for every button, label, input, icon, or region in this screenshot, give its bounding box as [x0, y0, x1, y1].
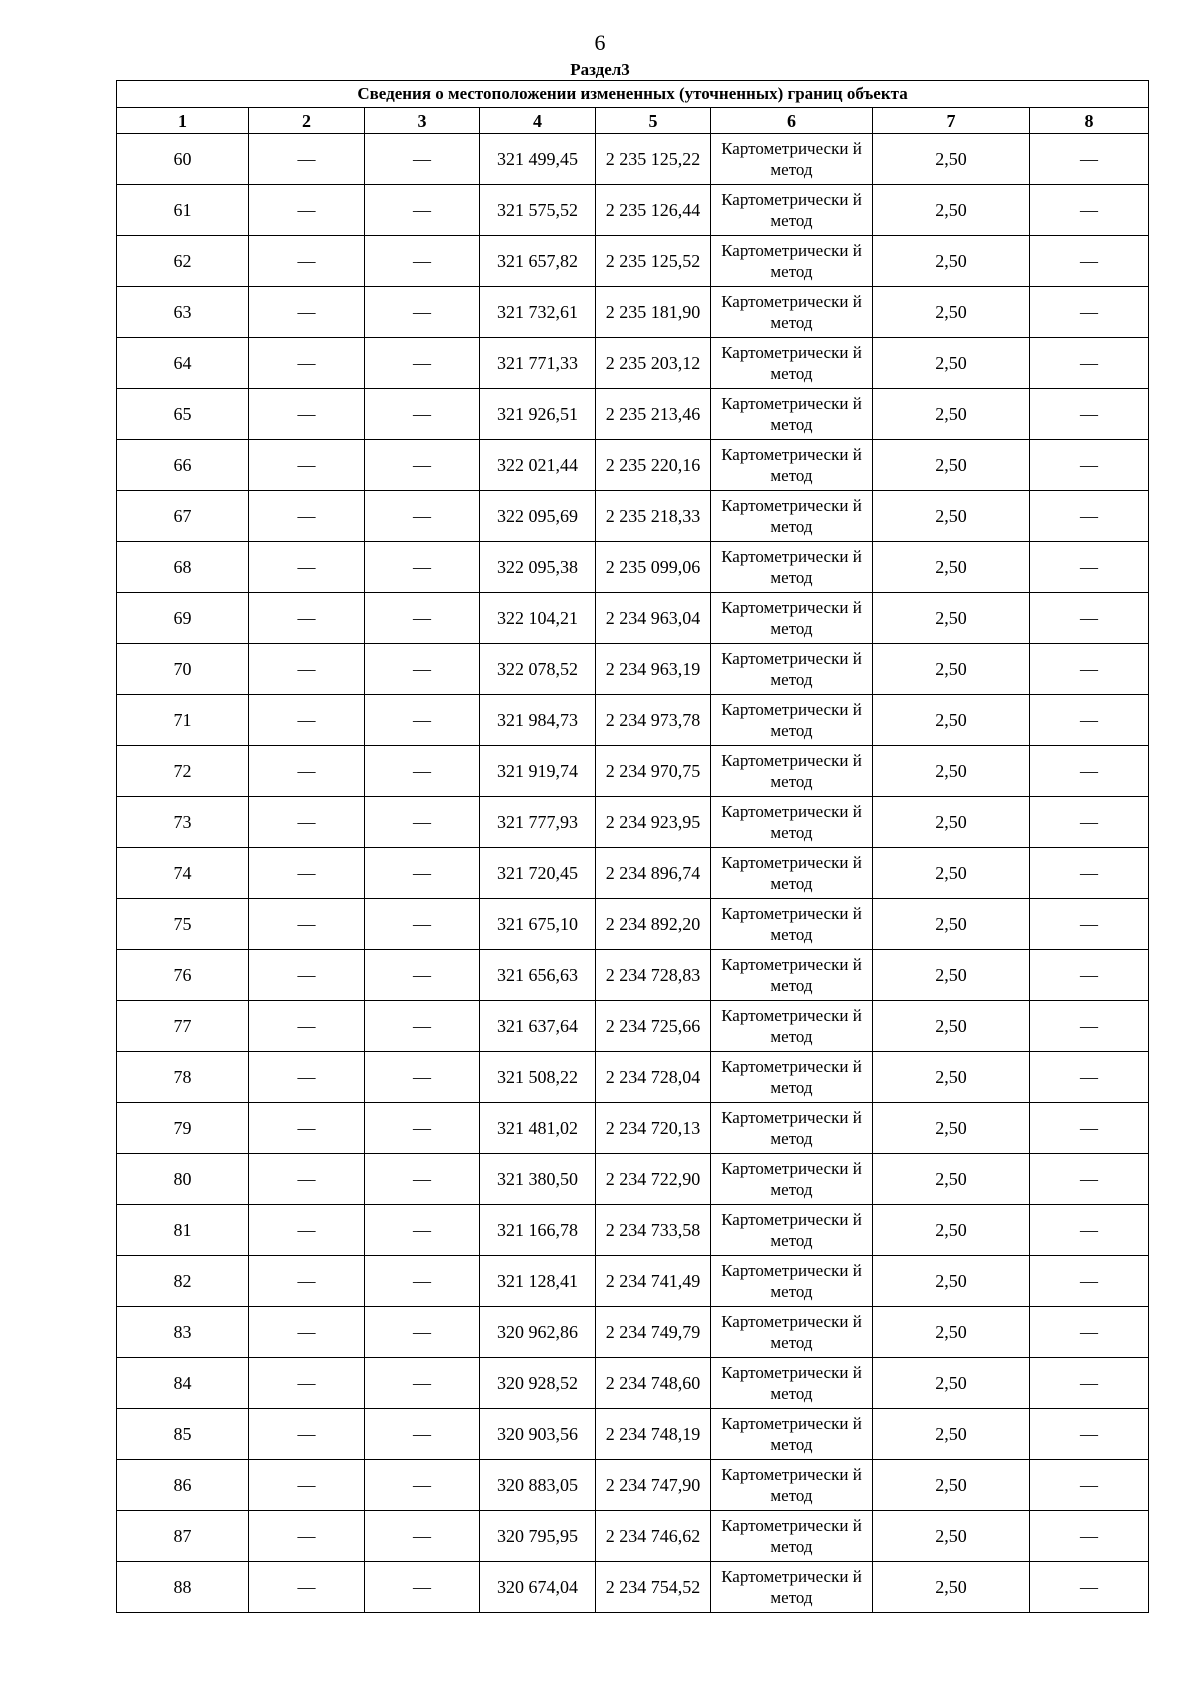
table-row	[117, 1103, 1149, 1154]
table-row	[117, 491, 1149, 542]
point-number-cell: 81	[117, 1205, 249, 1256]
column-8-cell: —	[1030, 1001, 1149, 1052]
column-3-cell: —	[365, 899, 480, 950]
point-number-cell: 88	[117, 1562, 249, 1613]
x-coordinate-cell: 321 499,45	[480, 134, 596, 185]
y-coordinate-cell: 2 234 963,19	[596, 644, 711, 695]
column-header: 1	[117, 108, 249, 134]
column-3-cell: —	[365, 797, 480, 848]
y-coordinate-cell: 2 235 181,90	[596, 287, 711, 338]
y-coordinate-cell: 2 235 203,12	[596, 338, 711, 389]
column-2-cell: —	[249, 1562, 365, 1613]
accuracy-cell: 2,50	[873, 1460, 1030, 1511]
accuracy-cell: 2,50	[873, 797, 1030, 848]
accuracy-cell: 2,50	[873, 848, 1030, 899]
table-row	[117, 1052, 1149, 1103]
method-cell: Картометрически й метод	[711, 644, 873, 695]
column-8-cell: —	[1030, 1358, 1149, 1409]
section-title: Раздел3	[570, 60, 630, 79]
method-cell: Картометрически й метод	[711, 236, 873, 287]
accuracy-cell: 2,50	[873, 593, 1030, 644]
column-2-cell: —	[249, 1409, 365, 1460]
column-2-cell: —	[249, 185, 365, 236]
column-3-cell: —	[365, 848, 480, 899]
column-header: 8	[1030, 108, 1149, 134]
column-2-cell: —	[249, 491, 365, 542]
column-8-cell: —	[1030, 593, 1149, 644]
table-caption-row	[117, 81, 1149, 108]
column-2-cell: —	[249, 950, 365, 1001]
method-cell: Картометрически й метод	[711, 287, 873, 338]
column-2-cell: —	[249, 1154, 365, 1205]
y-coordinate-cell: 2 234 720,13	[596, 1103, 711, 1154]
point-number-cell: 73	[117, 797, 249, 848]
accuracy-cell: 2,50	[873, 950, 1030, 1001]
column-2-cell: —	[249, 134, 365, 185]
table-row	[117, 134, 1149, 185]
column-8-cell: —	[1030, 695, 1149, 746]
column-3-cell: —	[365, 1001, 480, 1052]
y-coordinate-cell: 2 234 970,75	[596, 746, 711, 797]
method-cell: Картометрически й метод	[711, 1409, 873, 1460]
accuracy-cell: 2,50	[873, 185, 1030, 236]
point-number-cell: 62	[117, 236, 249, 287]
boundary-coordinates-table	[116, 80, 1149, 1613]
point-number-cell: 80	[117, 1154, 249, 1205]
method-cell: Картометрически й метод	[711, 1103, 873, 1154]
column-8-cell: —	[1030, 644, 1149, 695]
column-3-cell: —	[365, 695, 480, 746]
x-coordinate-cell: 320 928,52	[480, 1358, 596, 1409]
column-8-cell: —	[1030, 1103, 1149, 1154]
point-number-cell: 82	[117, 1256, 249, 1307]
table-row	[117, 848, 1149, 899]
y-coordinate-cell: 2 234 725,66	[596, 1001, 711, 1052]
y-coordinate-cell: 2 234 722,90	[596, 1154, 711, 1205]
table-row	[117, 1562, 1149, 1613]
method-cell: Картометрически й метод	[711, 389, 873, 440]
accuracy-cell: 2,50	[873, 1409, 1030, 1460]
x-coordinate-cell: 320 883,05	[480, 1460, 596, 1511]
point-number-cell: 84	[117, 1358, 249, 1409]
column-3-cell: —	[365, 1307, 480, 1358]
table-row	[117, 1460, 1149, 1511]
column-3-cell: —	[365, 287, 480, 338]
column-2-cell: —	[249, 695, 365, 746]
point-number-cell: 64	[117, 338, 249, 389]
point-number-cell: 76	[117, 950, 249, 1001]
y-coordinate-cell: 2 235 213,46	[596, 389, 711, 440]
point-number-cell: 78	[117, 1052, 249, 1103]
column-3-cell: —	[365, 1358, 480, 1409]
accuracy-cell: 2,50	[873, 338, 1030, 389]
column-3-cell: —	[365, 1409, 480, 1460]
method-cell: Картометрически й метод	[711, 1307, 873, 1358]
table-row	[117, 950, 1149, 1001]
table-row	[117, 695, 1149, 746]
column-8-cell: —	[1030, 1256, 1149, 1307]
column-header: 6	[711, 108, 873, 134]
x-coordinate-cell: 321 675,10	[480, 899, 596, 950]
x-coordinate-cell: 321 508,22	[480, 1052, 596, 1103]
y-coordinate-cell: 2 234 748,60	[596, 1358, 711, 1409]
column-header: 3	[365, 108, 480, 134]
column-2-cell: —	[249, 389, 365, 440]
table-row	[117, 236, 1149, 287]
accuracy-cell: 2,50	[873, 746, 1030, 797]
table-row	[117, 797, 1149, 848]
table-header-row	[117, 108, 1149, 134]
y-coordinate-cell: 2 234 923,95	[596, 797, 711, 848]
y-coordinate-cell: 2 234 746,62	[596, 1511, 711, 1562]
accuracy-cell: 2,50	[873, 644, 1030, 695]
column-8-cell: —	[1030, 1409, 1149, 1460]
column-2-cell: —	[249, 1052, 365, 1103]
accuracy-cell: 2,50	[873, 389, 1030, 440]
column-2-cell: —	[249, 338, 365, 389]
point-number-cell: 71	[117, 695, 249, 746]
x-coordinate-cell: 321 637,64	[480, 1001, 596, 1052]
point-number-cell: 85	[117, 1409, 249, 1460]
x-coordinate-cell: 321 657,82	[480, 236, 596, 287]
method-cell: Картометрически й метод	[711, 134, 873, 185]
point-number-cell: 74	[117, 848, 249, 899]
column-3-cell: —	[365, 389, 480, 440]
x-coordinate-cell: 321 771,33	[480, 338, 596, 389]
point-number-cell: 69	[117, 593, 249, 644]
method-cell: Картометрически й метод	[711, 542, 873, 593]
x-coordinate-cell: 321 380,50	[480, 1154, 596, 1205]
column-3-cell: —	[365, 185, 480, 236]
table-caption: Сведения о местоположении измененных (уточненных) границ объекта	[117, 81, 1149, 108]
point-number-cell: 86	[117, 1460, 249, 1511]
point-number-cell: 61	[117, 185, 249, 236]
column-2-cell: —	[249, 848, 365, 899]
accuracy-cell: 2,50	[873, 1307, 1030, 1358]
y-coordinate-cell: 2 235 126,44	[596, 185, 711, 236]
column-2-cell: —	[249, 1205, 365, 1256]
accuracy-cell: 2,50	[873, 1103, 1030, 1154]
y-coordinate-cell: 2 235 220,16	[596, 440, 711, 491]
y-coordinate-cell: 2 234 973,78	[596, 695, 711, 746]
table-row	[117, 389, 1149, 440]
y-coordinate-cell: 2 234 748,19	[596, 1409, 711, 1460]
x-coordinate-cell: 321 720,45	[480, 848, 596, 899]
method-cell: Картометрически й метод	[711, 1001, 873, 1052]
point-number-cell: 77	[117, 1001, 249, 1052]
column-3-cell: —	[365, 593, 480, 644]
y-coordinate-cell: 2 234 754,52	[596, 1562, 711, 1613]
accuracy-cell: 2,50	[873, 1154, 1030, 1205]
column-8-cell: —	[1030, 185, 1149, 236]
table-row	[117, 185, 1149, 236]
x-coordinate-cell: 320 903,56	[480, 1409, 596, 1460]
y-coordinate-cell: 2 234 892,20	[596, 899, 711, 950]
table-row	[117, 1205, 1149, 1256]
accuracy-cell: 2,50	[873, 1001, 1030, 1052]
method-cell: Картометрически й метод	[711, 746, 873, 797]
column-2-cell: —	[249, 1358, 365, 1409]
x-coordinate-cell: 320 795,95	[480, 1511, 596, 1562]
column-2-cell: —	[249, 644, 365, 695]
column-2-cell: —	[249, 1511, 365, 1562]
table-row	[117, 338, 1149, 389]
column-2-cell: —	[249, 899, 365, 950]
accuracy-cell: 2,50	[873, 1511, 1030, 1562]
column-2-cell: —	[249, 1307, 365, 1358]
column-3-cell: —	[365, 1154, 480, 1205]
accuracy-cell: 2,50	[873, 1256, 1030, 1307]
point-number-cell: 83	[117, 1307, 249, 1358]
y-coordinate-cell: 2 235 125,22	[596, 134, 711, 185]
column-2-cell: —	[249, 236, 365, 287]
method-cell: Картометрически й метод	[711, 1511, 873, 1562]
x-coordinate-cell: 320 962,86	[480, 1307, 596, 1358]
table-row	[117, 1307, 1149, 1358]
column-3-cell: —	[365, 491, 480, 542]
column-3-cell: —	[365, 644, 480, 695]
column-8-cell: —	[1030, 797, 1149, 848]
column-8-cell: —	[1030, 1460, 1149, 1511]
column-3-cell: —	[365, 746, 480, 797]
table-row	[117, 440, 1149, 491]
x-coordinate-cell: 321 732,61	[480, 287, 596, 338]
y-coordinate-cell: 2 234 747,90	[596, 1460, 711, 1511]
x-coordinate-cell: 322 095,38	[480, 542, 596, 593]
accuracy-cell: 2,50	[873, 1358, 1030, 1409]
point-number-cell: 68	[117, 542, 249, 593]
column-8-cell: —	[1030, 899, 1149, 950]
x-coordinate-cell: 322 078,52	[480, 644, 596, 695]
table-row	[117, 1409, 1149, 1460]
point-number-cell: 79	[117, 1103, 249, 1154]
table-row	[117, 746, 1149, 797]
y-coordinate-cell: 2 234 728,83	[596, 950, 711, 1001]
method-cell: Картометрически й метод	[711, 899, 873, 950]
y-coordinate-cell: 2 235 218,33	[596, 491, 711, 542]
x-coordinate-cell: 320 674,04	[480, 1562, 596, 1613]
x-coordinate-cell: 321 777,93	[480, 797, 596, 848]
column-3-cell: —	[365, 1562, 480, 1613]
table-row	[117, 1001, 1149, 1052]
x-coordinate-cell: 321 656,63	[480, 950, 596, 1001]
column-8-cell: —	[1030, 338, 1149, 389]
column-3-cell: —	[365, 236, 480, 287]
method-cell: Картометрически й метод	[711, 1358, 873, 1409]
method-cell: Картометрически й метод	[711, 695, 873, 746]
column-8-cell: —	[1030, 389, 1149, 440]
y-coordinate-cell: 2 234 896,74	[596, 848, 711, 899]
table-row	[117, 1154, 1149, 1205]
column-3-cell: —	[365, 1460, 480, 1511]
method-cell: Картометрически й метод	[711, 338, 873, 389]
column-2-cell: —	[249, 746, 365, 797]
method-cell: Картометрически й метод	[711, 440, 873, 491]
column-2-cell: —	[249, 542, 365, 593]
method-cell: Картометрически й метод	[711, 848, 873, 899]
method-cell: Картометрически й метод	[711, 950, 873, 1001]
accuracy-cell: 2,50	[873, 542, 1030, 593]
column-3-cell: —	[365, 1052, 480, 1103]
accuracy-cell: 2,50	[873, 1205, 1030, 1256]
column-2-cell: —	[249, 1460, 365, 1511]
point-number-cell: 65	[117, 389, 249, 440]
method-cell: Картометрически й метод	[711, 185, 873, 236]
column-3-cell: —	[365, 1103, 480, 1154]
x-coordinate-cell: 322 104,21	[480, 593, 596, 644]
column-8-cell: —	[1030, 491, 1149, 542]
column-2-cell: —	[249, 440, 365, 491]
y-coordinate-cell: 2 234 963,04	[596, 593, 711, 644]
table-row	[117, 899, 1149, 950]
point-number-cell: 72	[117, 746, 249, 797]
accuracy-cell: 2,50	[873, 491, 1030, 542]
table-row	[117, 644, 1149, 695]
point-number-cell: 67	[117, 491, 249, 542]
x-coordinate-cell: 321 919,74	[480, 746, 596, 797]
accuracy-cell: 2,50	[873, 236, 1030, 287]
column-8-cell: —	[1030, 1205, 1149, 1256]
column-8-cell: —	[1030, 1307, 1149, 1358]
point-number-cell: 75	[117, 899, 249, 950]
column-8-cell: —	[1030, 542, 1149, 593]
x-coordinate-cell: 322 021,44	[480, 440, 596, 491]
y-coordinate-cell: 2 235 099,06	[596, 542, 711, 593]
accuracy-cell: 2,50	[873, 1562, 1030, 1613]
accuracy-cell: 2,50	[873, 287, 1030, 338]
column-8-cell: —	[1030, 1154, 1149, 1205]
x-coordinate-cell: 322 095,69	[480, 491, 596, 542]
table-row	[117, 1358, 1149, 1409]
page-number: 6	[594, 30, 606, 55]
column-3-cell: —	[365, 1511, 480, 1562]
method-cell: Картометрически й метод	[711, 1154, 873, 1205]
x-coordinate-cell: 321 481,02	[480, 1103, 596, 1154]
point-number-cell: 60	[117, 134, 249, 185]
column-3-cell: —	[365, 1256, 480, 1307]
method-cell: Картометрически й метод	[711, 491, 873, 542]
column-3-cell: —	[365, 134, 480, 185]
accuracy-cell: 2,50	[873, 899, 1030, 950]
method-cell: Картометрически й метод	[711, 1460, 873, 1511]
column-8-cell: —	[1030, 1052, 1149, 1103]
column-3-cell: —	[365, 1205, 480, 1256]
column-8-cell: —	[1030, 287, 1149, 338]
x-coordinate-cell: 321 128,41	[480, 1256, 596, 1307]
column-2-cell: —	[249, 593, 365, 644]
method-cell: Картометрически й метод	[711, 1052, 873, 1103]
column-3-cell: —	[365, 950, 480, 1001]
y-coordinate-cell: 2 234 749,79	[596, 1307, 711, 1358]
y-coordinate-cell: 2 234 728,04	[596, 1052, 711, 1103]
y-coordinate-cell: 2 234 733,58	[596, 1205, 711, 1256]
column-8-cell: —	[1030, 1562, 1149, 1613]
column-8-cell: —	[1030, 440, 1149, 491]
column-2-cell: —	[249, 1256, 365, 1307]
table-row	[117, 593, 1149, 644]
table-row	[117, 287, 1149, 338]
accuracy-cell: 2,50	[873, 134, 1030, 185]
point-number-cell: 66	[117, 440, 249, 491]
method-cell: Картометрически й метод	[711, 593, 873, 644]
column-8-cell: —	[1030, 848, 1149, 899]
column-8-cell: —	[1030, 1511, 1149, 1562]
accuracy-cell: 2,50	[873, 440, 1030, 491]
y-coordinate-cell: 2 235 125,52	[596, 236, 711, 287]
table-row	[117, 542, 1149, 593]
point-number-cell: 63	[117, 287, 249, 338]
column-header: 5	[596, 108, 711, 134]
column-header: 4	[480, 108, 596, 134]
method-cell: Картометрически й метод	[711, 1256, 873, 1307]
method-cell: Картометрически й метод	[711, 1205, 873, 1256]
column-header: 7	[873, 108, 1030, 134]
accuracy-cell: 2,50	[873, 695, 1030, 746]
x-coordinate-cell: 321 166,78	[480, 1205, 596, 1256]
column-2-cell: —	[249, 1001, 365, 1052]
table-row	[117, 1511, 1149, 1562]
table-row	[117, 1256, 1149, 1307]
accuracy-cell: 2,50	[873, 1052, 1030, 1103]
x-coordinate-cell: 321 926,51	[480, 389, 596, 440]
y-coordinate-cell: 2 234 741,49	[596, 1256, 711, 1307]
point-number-cell: 87	[117, 1511, 249, 1562]
column-3-cell: —	[365, 440, 480, 491]
column-header: 2	[249, 108, 365, 134]
column-2-cell: —	[249, 797, 365, 848]
column-8-cell: —	[1030, 236, 1149, 287]
x-coordinate-cell: 321 984,73	[480, 695, 596, 746]
column-8-cell: —	[1030, 134, 1149, 185]
x-coordinate-cell: 321 575,52	[480, 185, 596, 236]
column-3-cell: —	[365, 542, 480, 593]
method-cell: Картометрически й метод	[711, 797, 873, 848]
column-8-cell: —	[1030, 746, 1149, 797]
column-8-cell: —	[1030, 950, 1149, 1001]
column-3-cell: —	[365, 338, 480, 389]
column-2-cell: —	[249, 287, 365, 338]
column-2-cell: —	[249, 1103, 365, 1154]
method-cell: Картометрически й метод	[711, 1562, 873, 1613]
point-number-cell: 70	[117, 644, 249, 695]
